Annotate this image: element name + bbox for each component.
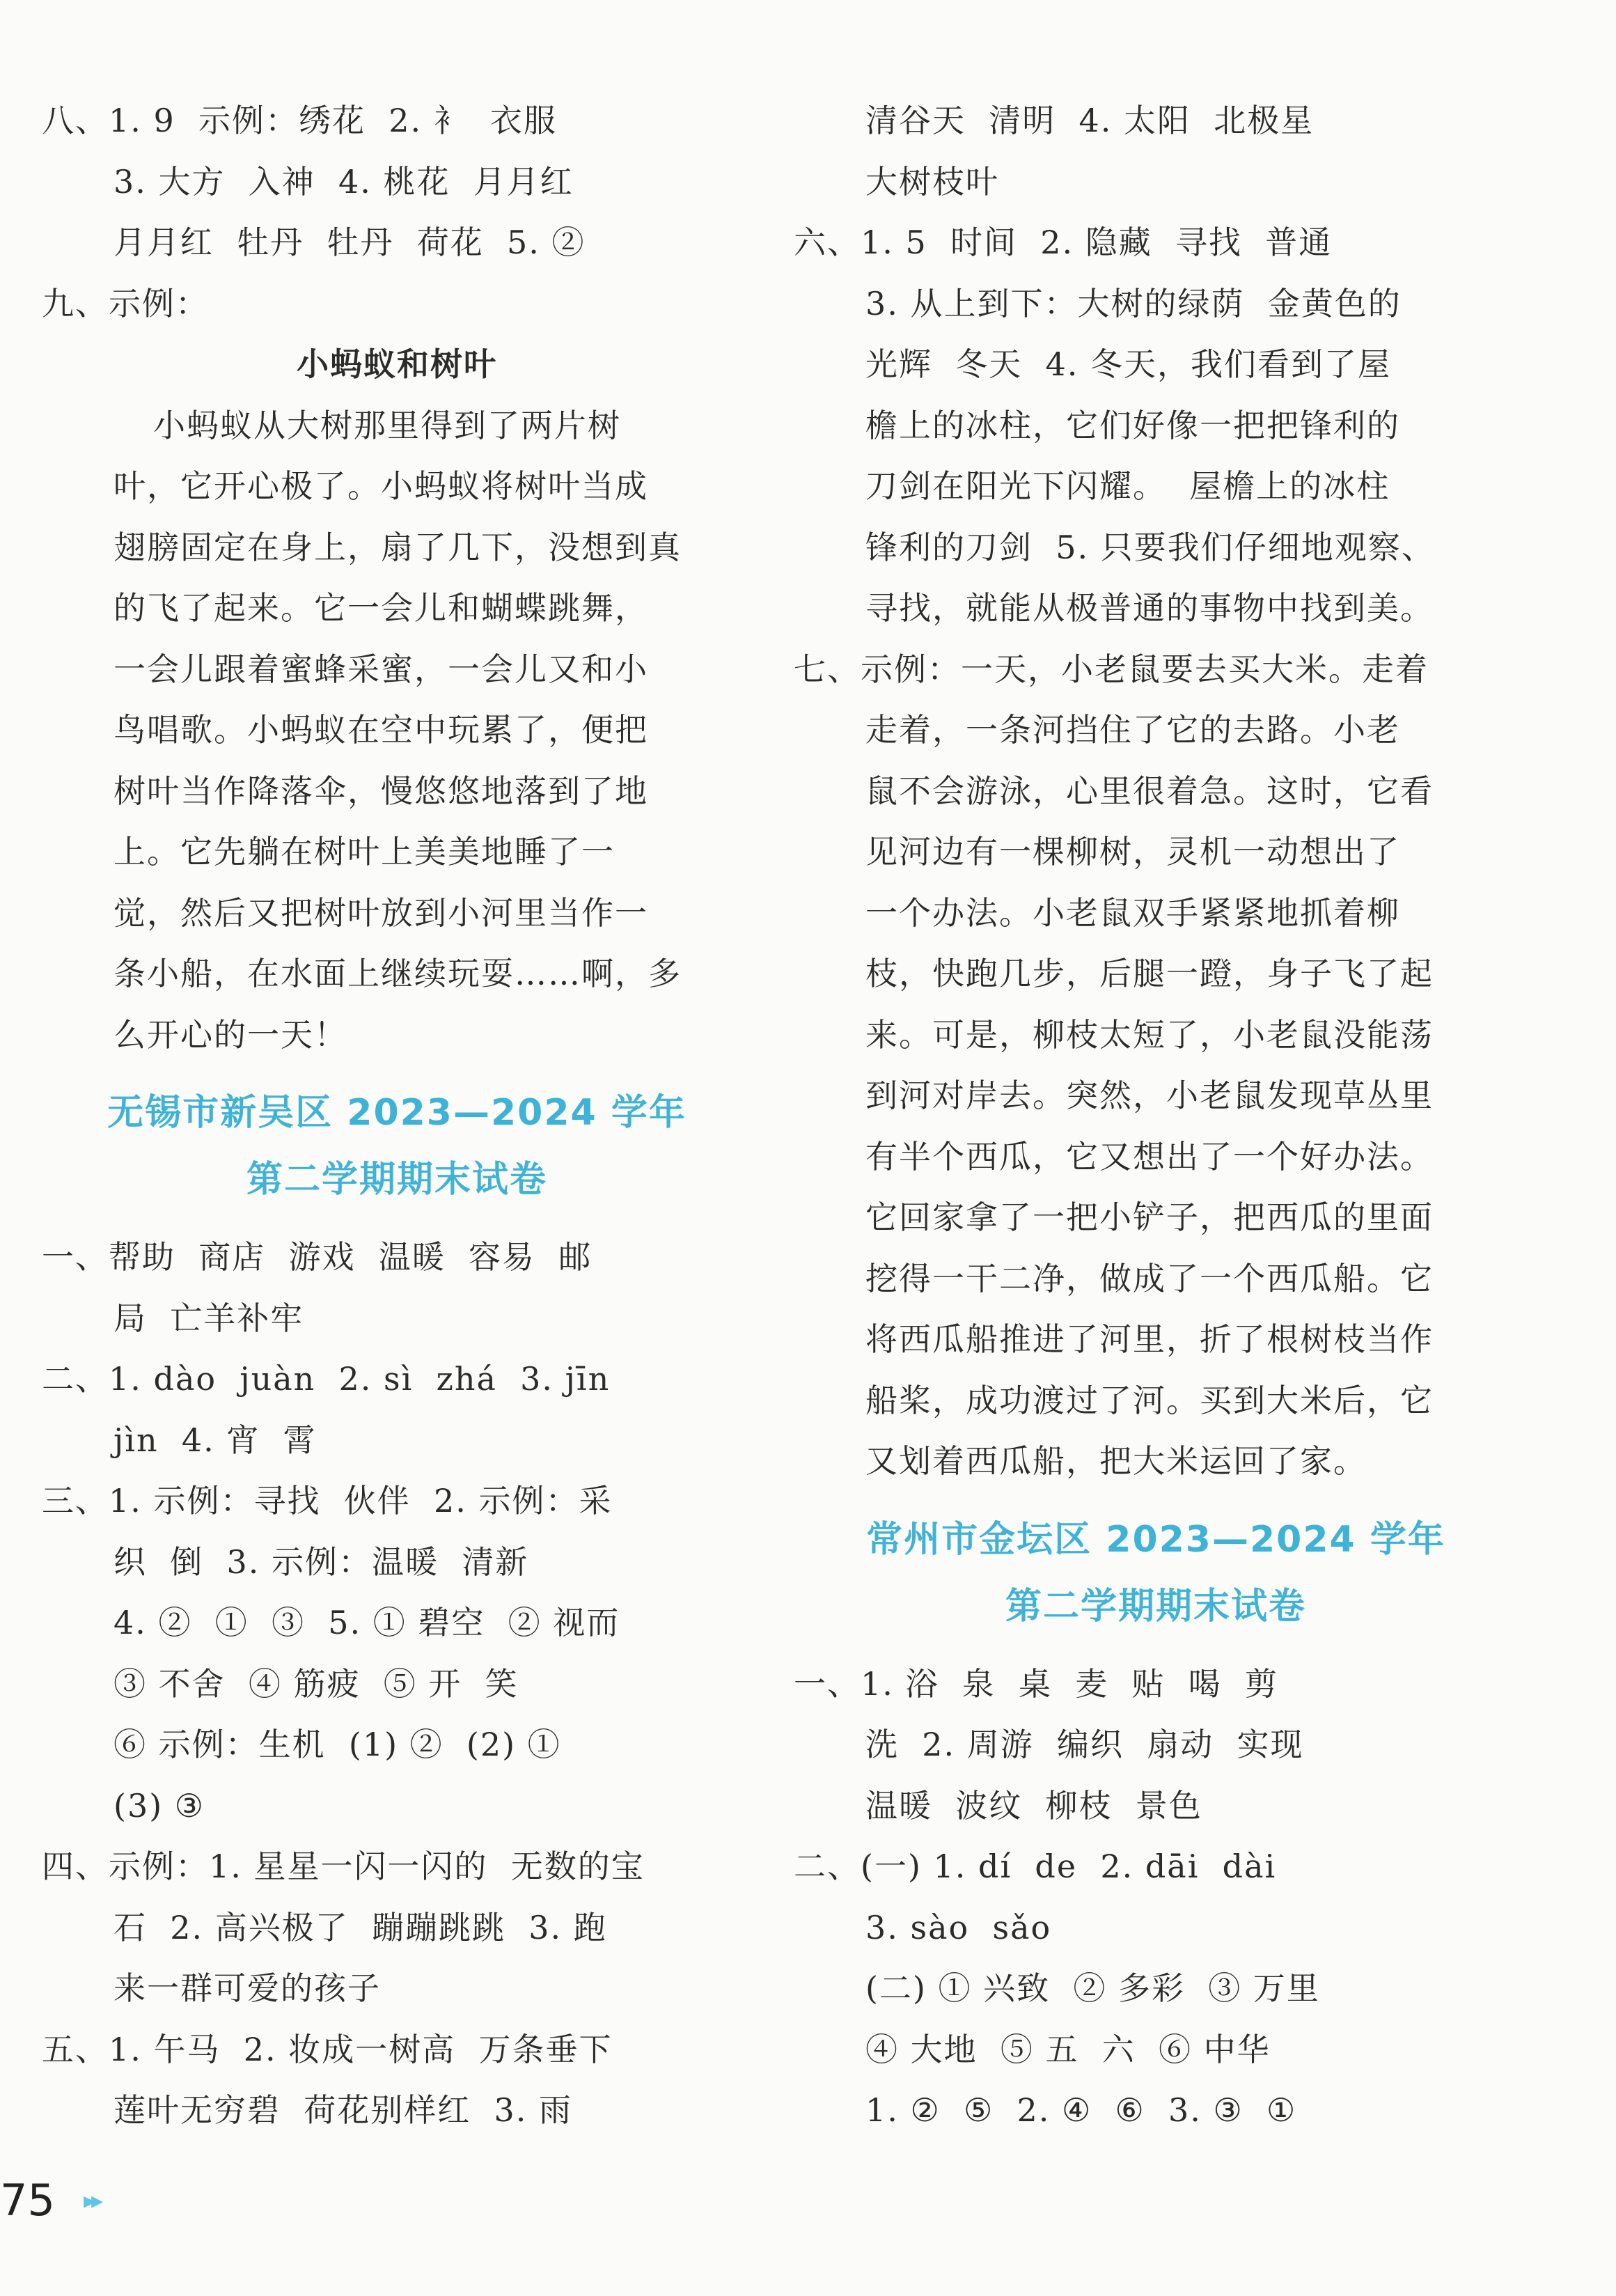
answer-line: 檐上的冰柱，它们好像一把把锋利的: [865, 406, 1400, 444]
answer-line: 五、1. 午马 2. 妆成一树高 万条垂下: [42, 2030, 613, 2068]
answer-line: 石 2. 高兴极了 蹦蹦跳跳 3. 跑: [113, 1908, 607, 1946]
answer-line: 一、1. 浴 泉 桌 麦 贴 喝 剪: [794, 1664, 1278, 1703]
section-title: 常州市金坛区 2023—2024 学年: [866, 1518, 1445, 1561]
section-title: 第二学期期末试卷: [1005, 1585, 1306, 1627]
answer-line: 船桨，成功渡过了河。买到大米后，它: [865, 1381, 1434, 1419]
answer-line: 八、1. 9 示例：绣花 2. 衤 衣服: [42, 102, 558, 139]
answer-line: 么开心的一天！: [113, 1015, 347, 1054]
answer-line: 莲叶无穷碧 荷花别样红 3. 雨: [113, 2091, 572, 2129]
answer-line: 二、1. dào juàn 2. sì zhá 3. jīn: [42, 1360, 611, 1398]
answer-line: jìn 4. 宵 霄: [113, 1421, 317, 1459]
answer-line: 3. 大方 入神 4. 桃花 月月红: [113, 162, 574, 201]
section-title: 第二学期期末试卷: [246, 1159, 547, 1201]
answer-line: 刀剑在阳光下闪耀。 屋檐上的冰柱: [865, 467, 1390, 505]
answer-line: 清谷天 清明 4. 太阳 北极星: [865, 102, 1315, 139]
answer-line: 有半个西瓜，它又想出了一个好办法。: [865, 1137, 1434, 1176]
answer-line: 翅膀固定在身上，扇了几下，没想到真: [113, 528, 682, 566]
answer-line: 觉，然后又把树叶放到小河里当作一: [113, 893, 648, 932]
answer-line: 二、(一) 1. dí de 2. dāi dài: [794, 1848, 1277, 1885]
answer-line: 局 亡羊补牢: [113, 1299, 304, 1337]
answer-line: 走着，一条河挡住了它的去路。小老: [865, 711, 1400, 749]
answer-line: 寻找，就能从极普通的事物中找到美。: [865, 589, 1434, 627]
answer-line: ④ 大地 ⑤ 五 六 ⑥ 中华: [865, 2030, 1271, 2068]
answer-line: 1. ② ⑤ 2. ④ ⑥ 3. ③ ①: [865, 2091, 1297, 2129]
answer-line: 4. ② ① ③ 5. ① 碧空 ② 视而: [113, 1604, 620, 1641]
answer-line: 六、1. 5 时间 2. 隐藏 寻找 普通: [794, 224, 1333, 261]
answer-line: 七、示例：一天，小老鼠要去买大米。走着: [794, 650, 1429, 688]
answer-line: 一会儿跟着蜜蜂采蜜，一会儿又和小: [113, 650, 648, 688]
answer-line: 见河边有一棵柳树，灵机一动想出了: [865, 833, 1400, 870]
answer-line: 织 倒 3. 示例：温暖 清新: [113, 1543, 529, 1581]
answer-line: 它回家拿了一把小铲子，把西瓜的里面: [865, 1198, 1434, 1236]
answer-line: 来。可是，柳枝太短了，小老鼠没能荡: [865, 1015, 1434, 1054]
answer-line: 一、帮助 商店 游戏 温暖 容易 邮: [42, 1238, 593, 1276]
answer-line: 九、示例：: [42, 284, 209, 322]
answer-line: 枝，快跑几步，后腿一蹬，身子飞了起: [865, 955, 1434, 992]
answer-line: 挖得一干二净，做成了一个西瓜船。它: [865, 1259, 1434, 1297]
answer-line: 一个办法。小老鼠双手紧紧地抓着柳: [865, 893, 1400, 932]
answer-line: 3. sào sǎo: [865, 1908, 1052, 1946]
answer-line: 锋利的刀剑 5. 只要我们仔细地观察、: [865, 528, 1435, 566]
answer-line: 鼠不会游泳，心里很着急。这时，它看: [865, 772, 1434, 810]
answer-line: (二) ① 兴致 ② 多彩 ③ 万里: [865, 1969, 1320, 2007]
answer-line: ⑥ 示例：生机 (1) ② (2) ①: [113, 1726, 561, 1763]
answer-line: 条小船，在水面上继续玩耍……啊，多: [113, 955, 682, 992]
left-column: [42, 91, 752, 2141]
answer-line: 的飞了起来。它一会儿和蝴蝶跳舞，: [113, 589, 648, 627]
answer-line: 温暖 波纹 柳枝 景色: [865, 1786, 1202, 1825]
answer-line: 月月红 牡丹 牡丹 荷花 5. ②: [113, 224, 586, 261]
answer-line: 三、1. 示例：寻找 伙伴 2. 示例：采: [42, 1482, 613, 1520]
answer-line: 3. 从上到下：大树的绿荫 金黄色的: [865, 284, 1402, 322]
answer-line: 上。它先躺在树叶上美美地睡了一: [113, 833, 615, 870]
answer-line: 将西瓜船推进了河里，折了根树枝当作: [865, 1320, 1434, 1358]
next-page-arrows-icon: ▸▸: [84, 2187, 100, 2215]
section-title: 无锡市新吴区 2023—2024 学年: [107, 1092, 687, 1134]
answer-line: 光辉 冬天 4. 冬天，我们看到了屋: [865, 345, 1391, 383]
answer-line: 四、示例：1. 星星一闪一闪的 无数的宝: [42, 1848, 645, 1885]
answer-line: 叶，它开心极了。小蚂蚁将树叶当成: [113, 467, 648, 505]
answer-line: 来一群可爱的孩子: [113, 1969, 381, 2007]
answer-line: ③ 不舍 ④ 筋疲 ⑤ 开 笑: [113, 1664, 519, 1703]
answer-line: 大树枝叶: [865, 162, 999, 201]
answer-line: 小蚂蚁从大树那里得到了两片树: [153, 406, 621, 444]
answer-line: 又划着西瓜船，把大米运回了家。: [865, 1442, 1367, 1480]
page-number: 75: [0, 2175, 55, 2226]
answer-line: 到河对岸去。突然，小老鼠发现草丛里: [865, 1077, 1434, 1114]
answer-line: 洗 2. 周游 编织 扇动 实现: [865, 1726, 1304, 1763]
answer-line: 鸟唱歌。小蚂蚁在空中玩累了，便把: [113, 711, 648, 749]
answer-line: 树叶当作降落伞，慢悠悠地落到了地: [113, 772, 648, 810]
right-column: [794, 91, 1518, 2141]
answer-line: (3) ③: [113, 1786, 205, 1825]
essay-title: 小蚂蚁和树叶: [297, 345, 497, 383]
